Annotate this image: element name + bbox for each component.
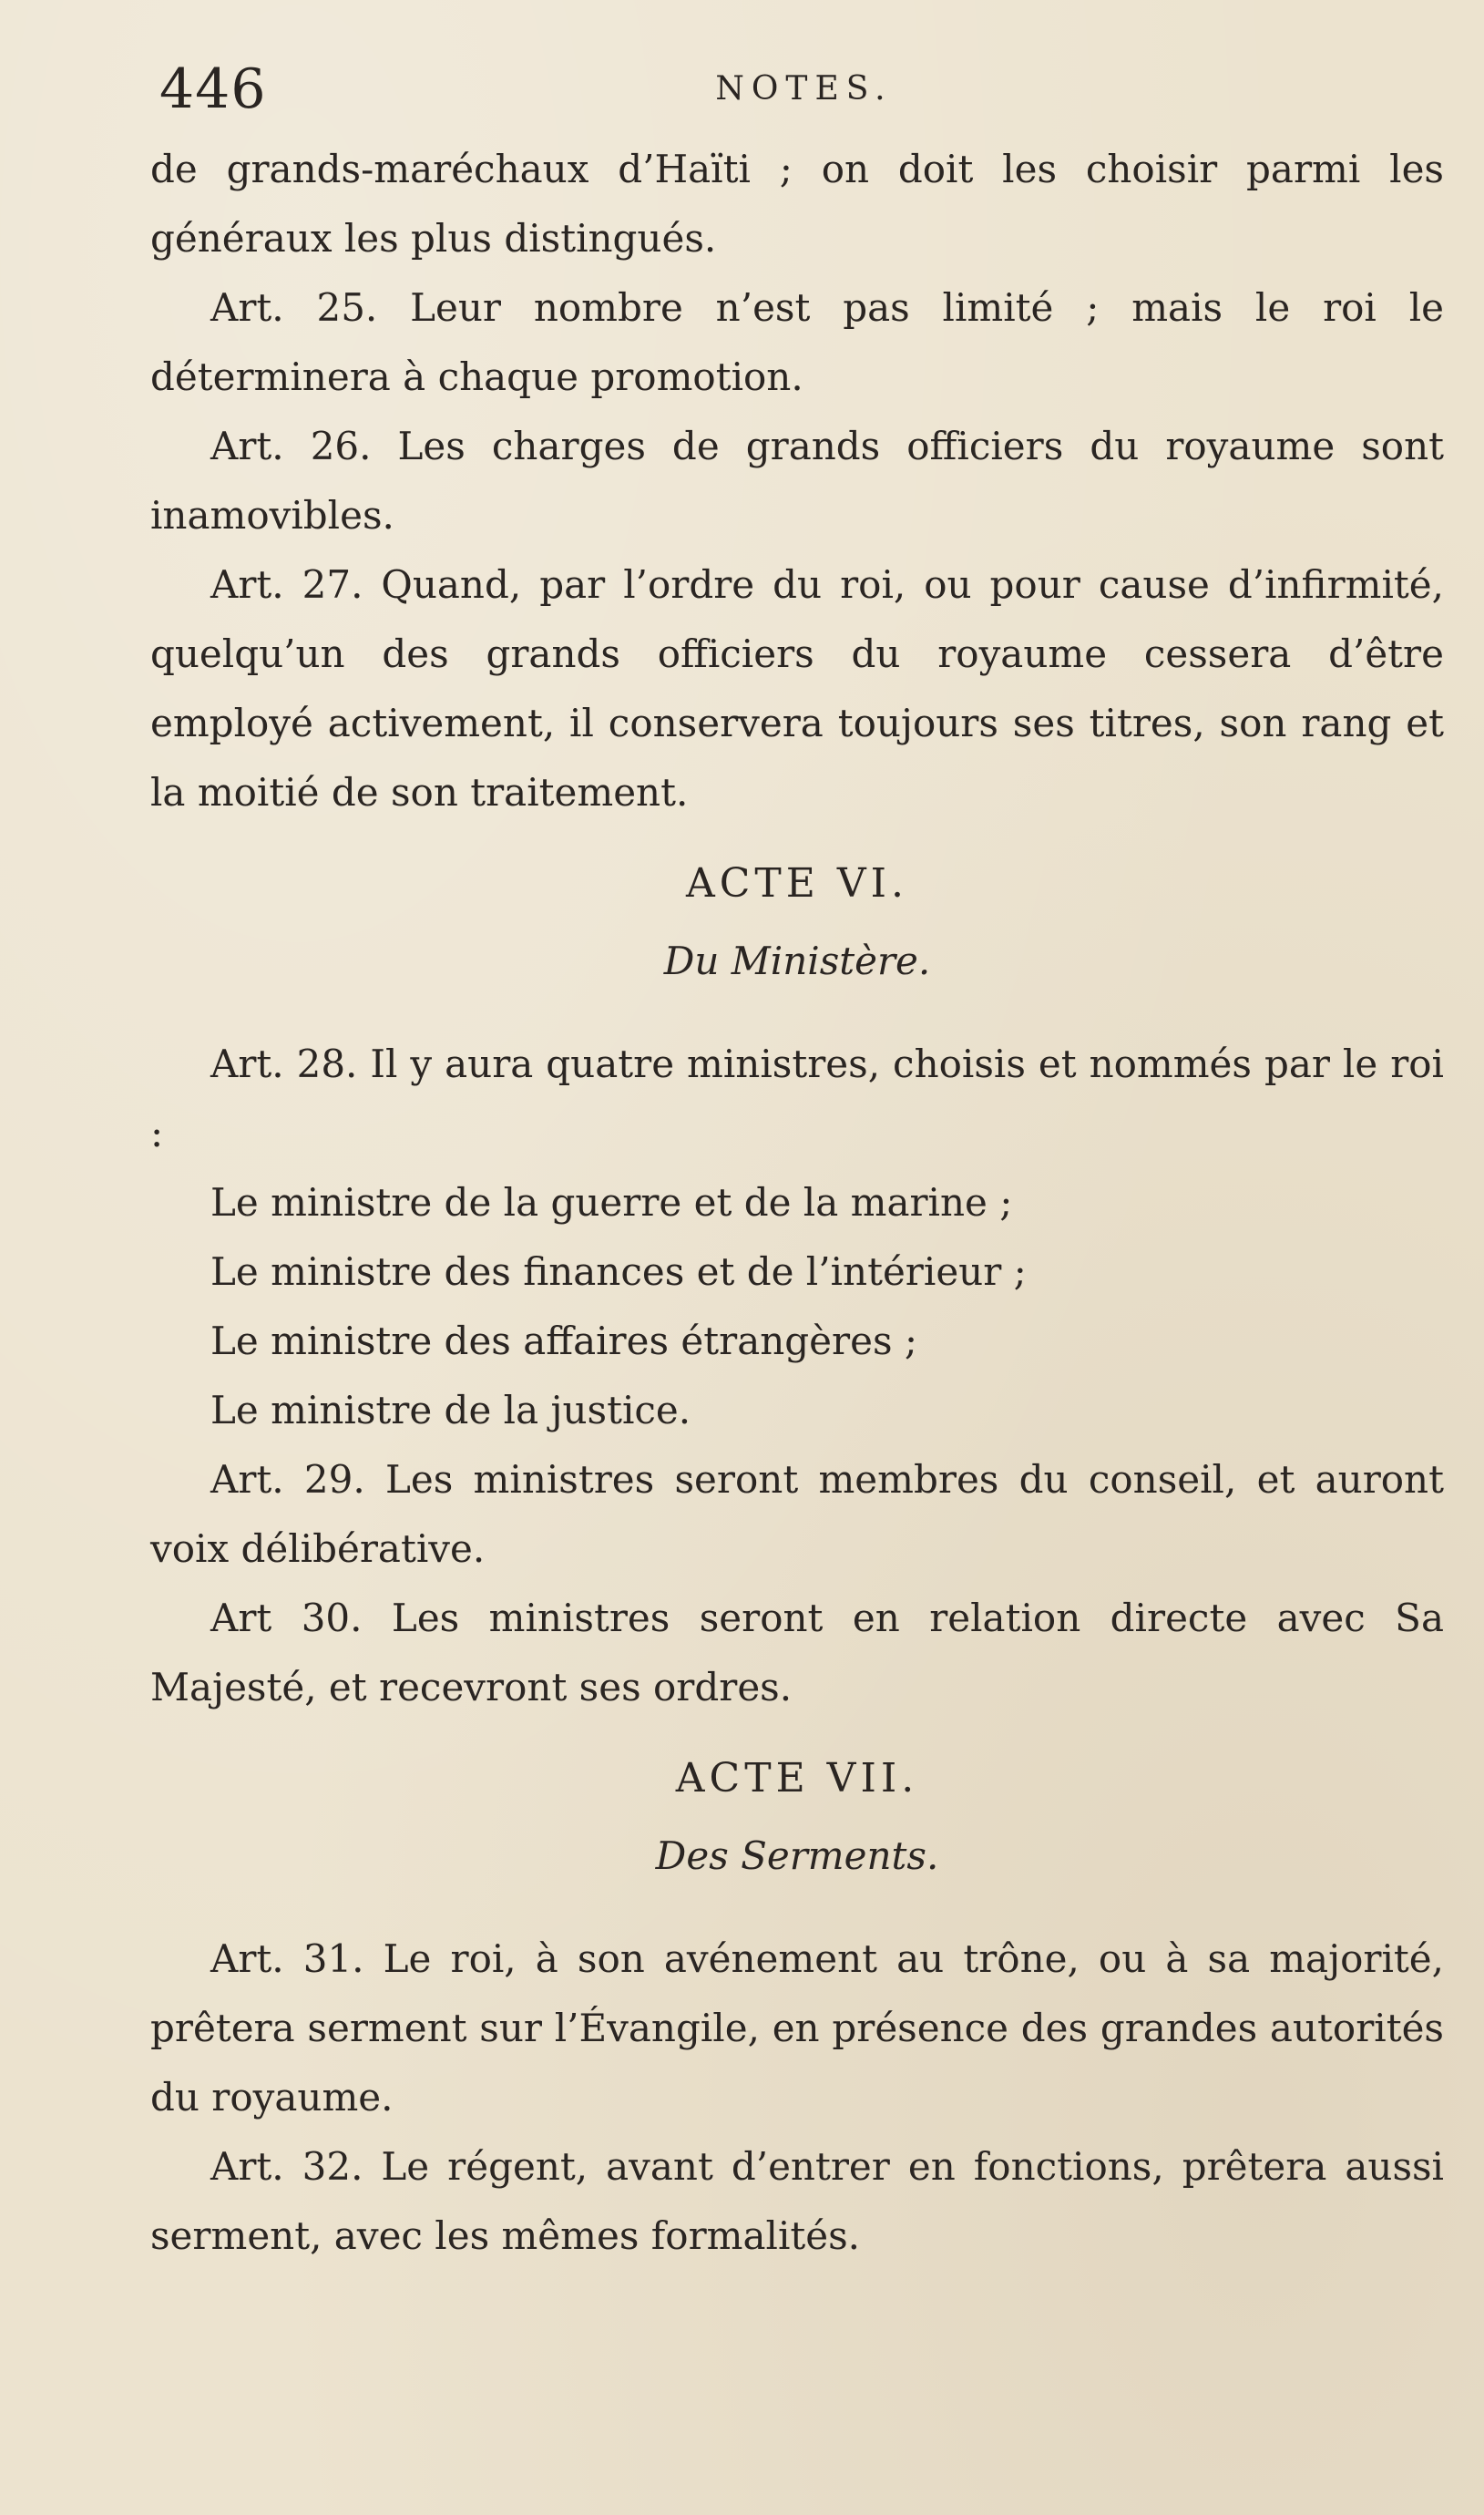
minister-list-item: Le ministre de la guerre et de la marine ;: [210, 1180, 1013, 1225]
act-vi-subtitle: Du Ministère.: [663, 939, 931, 983]
article-27: Art. 27. Quand, par l’ordre du roi, ou pour cause d’infirmité, quelqu’un des grands officiers du royaume cessera d’être employé activement, il conservera toujours ses titres, son rang et la moitié de son traitement.: [150, 562, 1444, 815]
minister-list-item: Le ministre des affaires étrangères ;: [210, 1319, 918, 1363]
act-vi-heading: ACTE VI.: [685, 860, 909, 907]
act-vii-subtitle: Des Serments.: [655, 1833, 939, 1878]
article-30: Art 30. Les ministres seront en relation directe avec Sa Majesté, et recevront ses ordres.: [150, 1596, 1444, 1709]
article-25: Art. 25. Leur nombre n’est pas limité ; mais le roi le déterminera à chaque promotion.: [150, 285, 1444, 399]
minister-list-item: Le ministre de la justice.: [210, 1388, 691, 1432]
article-32: Art. 32. Le régent, avant d’entrer en fonctions, prêtera aussi serment, avec les mêmes formalités.: [150, 2144, 1444, 2258]
running-title: NOTES.: [715, 70, 893, 108]
running-head: [159, 53, 1448, 126]
act-vii-heading: ACTE VII.: [675, 1755, 919, 1802]
article-26: Art. 26. Les charges de grands officiers du royaume sont inamovibles.: [150, 424, 1444, 538]
paragraph-continuation: de grands-maréchaux d’Haïti ; on doit les choisir parmi les généraux les plus distingués.: [150, 147, 1444, 261]
page-number: 446: [159, 57, 267, 121]
article-29: Art. 29. Les ministres seront membres du conseil, et auront voix délibérative.: [150, 1457, 1444, 1571]
minister-list-item: Le ministre des finances et de l’intérieur ;: [210, 1249, 1027, 1294]
page-body: [150, 135, 1444, 2271]
article-28: Art. 28. Il y aura quatre ministres, choisis et nommés par le roi :: [150, 1042, 1444, 1155]
article-31: Art. 31. Le roi, à son avénement au trône, ou à sa majorité, prêtera serment sur l’Évangile, en présence des grandes autorités du royaume.: [150, 1936, 1444, 2120]
